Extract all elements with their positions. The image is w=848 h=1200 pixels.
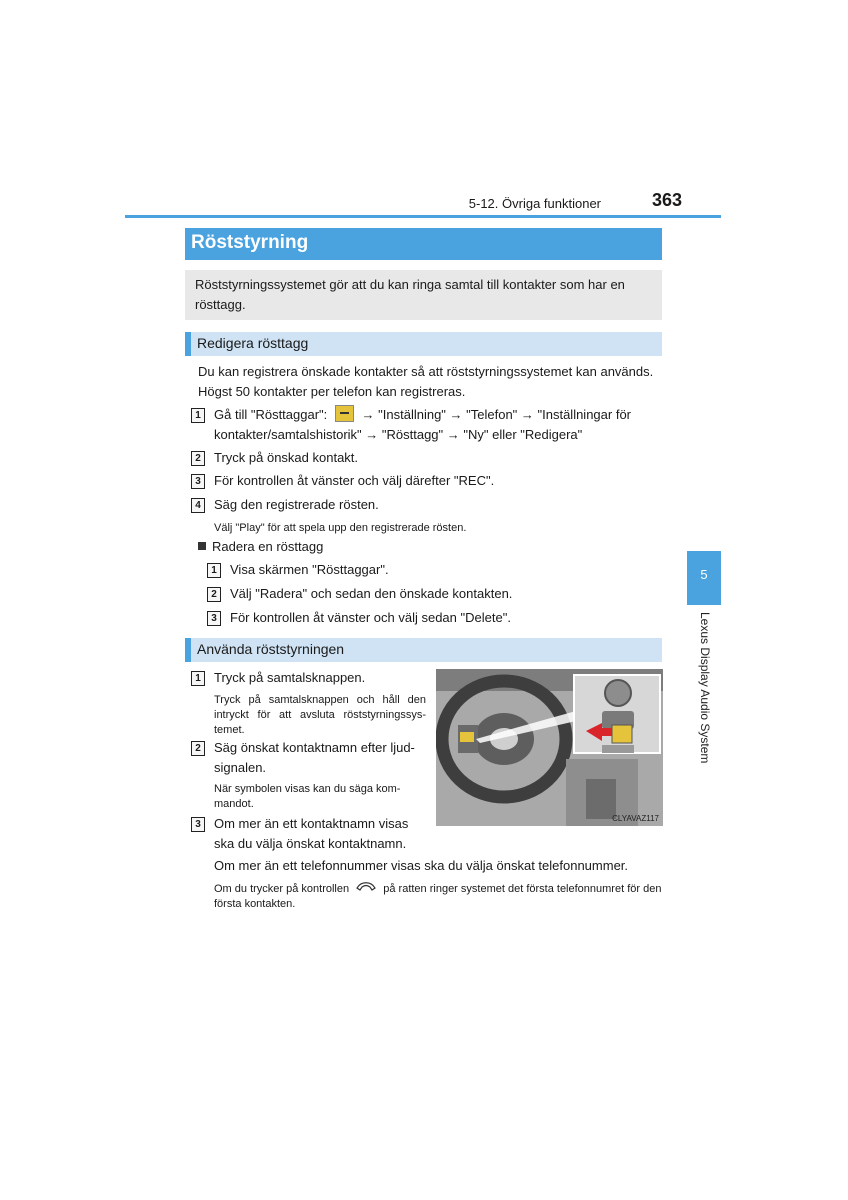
step-4-note: Välj "Play" för att spela upp den registrerade rösten. (214, 522, 467, 534)
sub-step-2 (207, 584, 662, 604)
step-4 (191, 495, 662, 515)
step-text-b: → "Inställning" → "Telefon" → "Inställningar för kontakter/samtalshistorik" → "Rösttagg" → "Ny" eller "Redigera" (214, 407, 632, 442)
sub-step-1 (207, 560, 662, 580)
steering-wheel-illustration (436, 669, 663, 826)
step-number: 2 (191, 451, 205, 466)
step-number: 2 (207, 587, 221, 602)
step-number: 1 (191, 408, 205, 423)
step-number: 2 (191, 741, 205, 756)
step-text-a: Gå till "Rösttaggar": (214, 407, 328, 422)
menu-button-icon (335, 405, 354, 422)
sub-heading-text: Radera en rösttagg (212, 539, 324, 554)
section-title: 5-12. Övriga funktioner (468, 196, 601, 211)
step-number: 3 (191, 474, 205, 489)
s2-step-1 (191, 668, 427, 688)
s2-step-1-note: Tryck på samtalsknappen och håll den intryckt för att avsluta röststyrningssys-temet. (214, 694, 426, 736)
step-2 (191, 448, 662, 468)
s2-step-2-note: När symbolen visas kan du säga kom-mandot. (214, 783, 401, 810)
figure-caption: CLYAVAZ117 (612, 814, 659, 823)
chapter-label: Lexus Display Audio System (698, 612, 712, 764)
page-number: 363 (651, 190, 682, 210)
step-number: 1 (207, 563, 221, 578)
step-text: Tryck på samtalsknappen. (214, 670, 366, 685)
step-text: Säg önskat kontaktnamn efter ljud-signalen. (214, 740, 415, 775)
section-heading-use-voice: Använda röststyrningen (185, 638, 662, 662)
s2-final-note (214, 880, 662, 912)
section-heading-edit-tag: Redigera rösttagg (185, 332, 662, 356)
step-1 (191, 405, 662, 445)
step-text: Om mer än ett kontaktnamn visas ska du välja önskat kontaktnamn. (214, 816, 409, 851)
s2-step-2 (191, 738, 427, 778)
step-3 (191, 471, 662, 491)
phone-handset-icon (355, 880, 377, 893)
step-number: 1 (191, 671, 205, 686)
section1-paragraph: Du kan registrera önskade kontakter så att röststyrningssystemet kan används. Högst 50 kontakter per telefon kan registreras. (198, 364, 654, 399)
sub-heading-delete-tag (198, 537, 658, 557)
step-text: Tryck på önskad kontakt. (214, 450, 359, 465)
steering-wheel-figure (436, 669, 663, 826)
note-text-b: på ratten ringer systemet det första telefonnumret för den första kontakten. (214, 883, 662, 910)
step-text: För kontrollen åt vänster och välj därefter "REC". (214, 473, 495, 488)
s2-paragraph: Om mer än ett telefonnummer visas ska du välja önskat telefonnummer. (214, 858, 629, 873)
step-number: 3 (191, 817, 205, 832)
chapter-tab: 5 (687, 551, 721, 605)
page-title: Röststyrning (185, 228, 662, 260)
intro-box: Röststyrningssystemet gör att du kan ringa samtal till kontakter som har en rösttagg. (185, 270, 662, 320)
square-bullet-icon (198, 542, 206, 550)
s2-step-3 (191, 814, 427, 854)
sub-step-3 (207, 608, 662, 628)
note-text-a: Om du trycker på kontrollen (214, 883, 350, 895)
step-text: Säg den registrerade rösten. (214, 497, 379, 512)
step-text: Välj "Radera" och sedan den önskade kontakten. (230, 586, 513, 601)
step-text: Visa skärmen "Rösttaggar". (230, 562, 389, 577)
step-text: För kontrollen åt vänster och välj sedan "Delete". (230, 610, 511, 625)
step-number: 4 (191, 498, 205, 513)
step-number: 3 (207, 611, 221, 626)
header-rule (125, 215, 721, 218)
